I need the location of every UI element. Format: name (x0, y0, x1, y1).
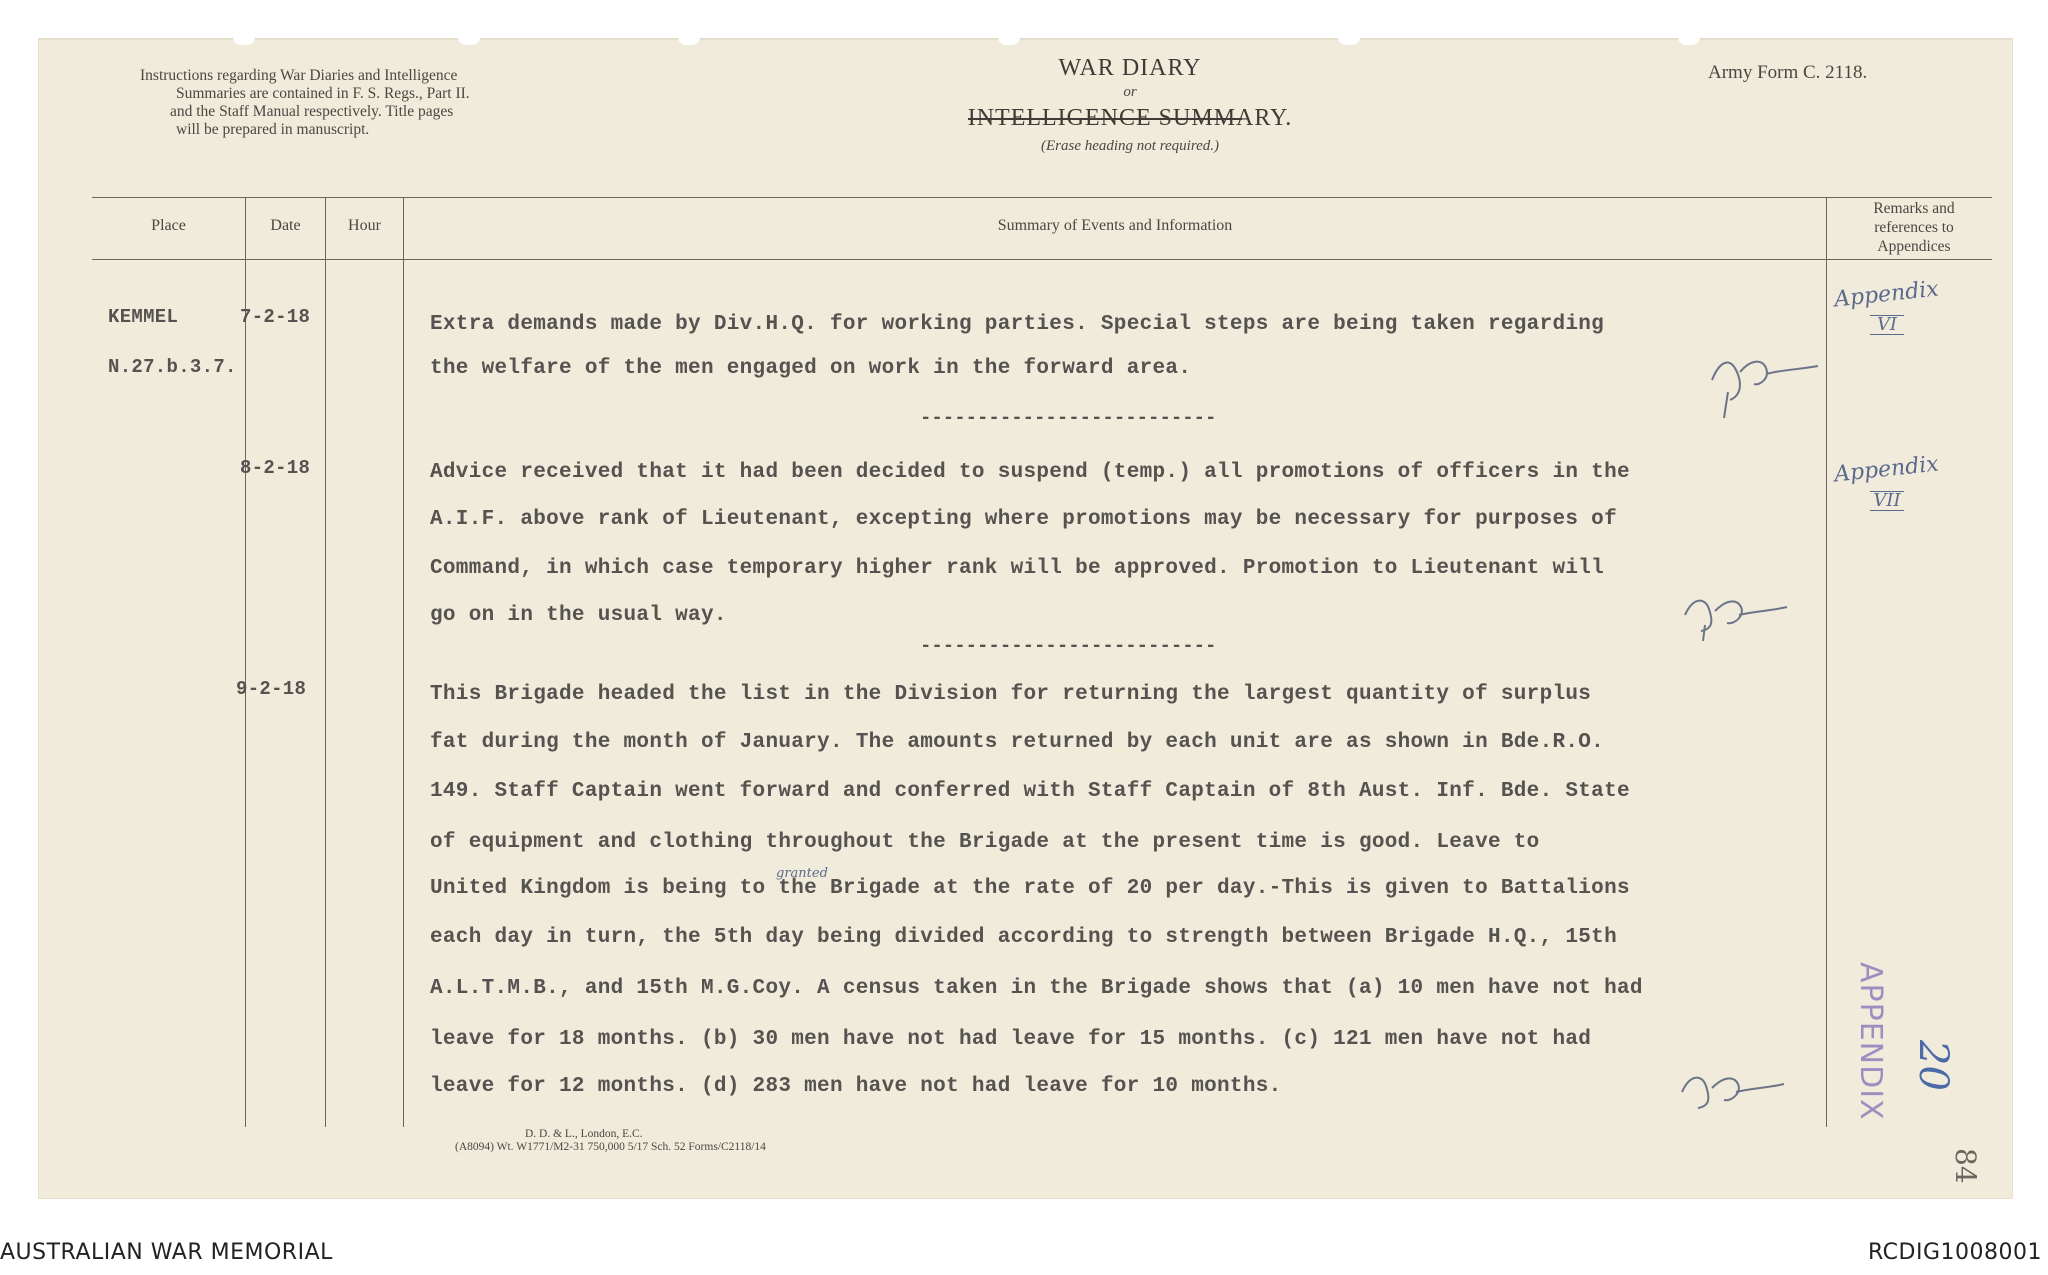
appendix-reference: Appendix (1832, 276, 1940, 313)
entry-text-line: each day in turn, the 5th day being divided according to strength between Brigade H.Q., 15th (430, 926, 1617, 949)
strikethrough (968, 118, 1243, 120)
paper-notch (1678, 37, 1700, 45)
signature-initials (1675, 585, 1795, 645)
entry-text-line: the welfare of the men engaged on work in the forward area. (430, 357, 1192, 380)
footer-record-id: RCDIG1008001 (1867, 1240, 2042, 1265)
entry-place: KEMMEL (108, 306, 179, 328)
form-title (800, 55, 1460, 155)
page-number: 84 (1949, 1148, 1982, 1184)
entry-date: 9-2-18 (236, 678, 307, 700)
entry-text-line: 149. Staff Captain went forward and conferred with Staff Captain of 8th Aust. Inf. Bde. State (430, 780, 1630, 803)
entry-text-line: leave for 12 months. (d) 283 men have not had leave for 10 months. (430, 1075, 1282, 1098)
appendix-number: VII (1870, 491, 1904, 511)
appendix-stamp: APPENDIX (1853, 962, 1888, 1121)
paper-notch (678, 37, 700, 45)
col-divider-hour (403, 197, 404, 1127)
entry-text-line: Extra demands made by Div.H.Q. for working parties. Special steps are being taken regarding (430, 313, 1605, 336)
appendix-reference: Appendix (1832, 451, 1940, 488)
entry-text-line: A.L.T.M.B., and 15th M.G.Coy. A census taken in the Brigade shows that (a) 10 men have not had (430, 977, 1643, 1000)
instructions-block (140, 67, 600, 139)
entry-text-line: Advice received that it had been decided to suspend (temp.) all promotions of officers in the (430, 461, 1630, 484)
col-divider-date (325, 197, 326, 1127)
paper-notch (233, 37, 255, 45)
entry-date: 8-2-18 (240, 457, 311, 479)
entry-text-line: go on in the usual way. (430, 604, 727, 627)
instructions-line: Instructions regarding War Diaries and Intelligence (140, 67, 458, 84)
column-header-place: Place (151, 217, 186, 234)
printer-line: D. D. & L., London, E.C. (525, 1128, 643, 1140)
col-divider-summary (1826, 197, 1827, 1127)
entry-text-line: fat during the month of January. The amounts returned by each unit are as shown in Bde.R.O. (430, 731, 1605, 754)
title-or: or (1123, 84, 1137, 100)
entry-divider: -------------------------- (920, 635, 1217, 657)
entry-text-line: This Brigade headed the list in the Division for returning the largest quantity of surplus (430, 683, 1592, 706)
entry-date: 7-2-18 (240, 306, 311, 328)
instructions-line: and the Staff Manual respectively. Title pages (170, 103, 454, 120)
title-intelligence-summary-text: INTELLIGENCE SUMMARY. (967, 105, 1293, 131)
table-top-rule (92, 197, 1992, 198)
entry-text-line: United Kingdom is being to the Brigade at the rate of 20 per day.-This is given to Battalions (430, 877, 1630, 900)
paper-notch (458, 37, 480, 45)
instructions-line: will be prepared in manuscript. (176, 121, 370, 138)
entry-text-line: A.I.F. above rank of Lieutenant, excepting where promotions may be necessary for purposes of (430, 508, 1617, 531)
printer-imprint (455, 1128, 766, 1154)
form-number: Army Form C. 2118. (1708, 62, 1868, 83)
appendix-stamp-number: 20 (1910, 1040, 1956, 1091)
entry-text-line: of equipment and clothing throughout the Brigade at the present time is good. Leave to (430, 831, 1540, 854)
title-intelligence-summary (968, 105, 1293, 132)
entry-divider: -------------------------- (920, 407, 1217, 429)
remarks-header-line: Appendices (1877, 238, 1951, 255)
entry-grid-reference: N.27.b.3.7. (108, 356, 237, 378)
remarks-header-line: references to (1874, 219, 1954, 236)
column-header-hour: Hour (348, 217, 381, 234)
paper-notch (998, 37, 1020, 45)
printer-line: (A8094) Wt. W1771/M2-31 750,000 5/17 Sch. 52 Forms/C2118/14 (455, 1141, 766, 1153)
column-header-remarks (1828, 199, 2000, 256)
title-erase-note: (Erase heading not required.) (1040, 138, 1220, 154)
entry-text-line: leave for 18 months. (b) 30 men have not had leave for 15 months. (c) 121 men have not had (430, 1028, 1592, 1051)
remarks-header-line: Remarks and (1873, 200, 1955, 217)
instructions-line: Summaries are contained in F. S. Regs., Part II. (176, 85, 470, 102)
header-bottom-rule (92, 259, 1992, 260)
footer-archive-name: AUSTRALIAN WAR MEMORIAL (0, 1240, 333, 1265)
title-war-diary: WAR DIARY (1058, 55, 1202, 81)
handwritten-insertion: granted (776, 866, 828, 881)
signature-initials (1700, 340, 1830, 420)
entry-text-line: Command, in which case temporary higher rank will be approved. Promotion to Lieutenant will (430, 557, 1605, 580)
paper-notch (1338, 37, 1360, 45)
appendix-number: VI (1870, 315, 1904, 335)
signature-initials (1672, 1060, 1792, 1120)
col-divider-place (245, 197, 246, 1127)
column-header-date: Date (270, 217, 301, 234)
column-header-summary: Summary of Events and Information (997, 217, 1233, 234)
